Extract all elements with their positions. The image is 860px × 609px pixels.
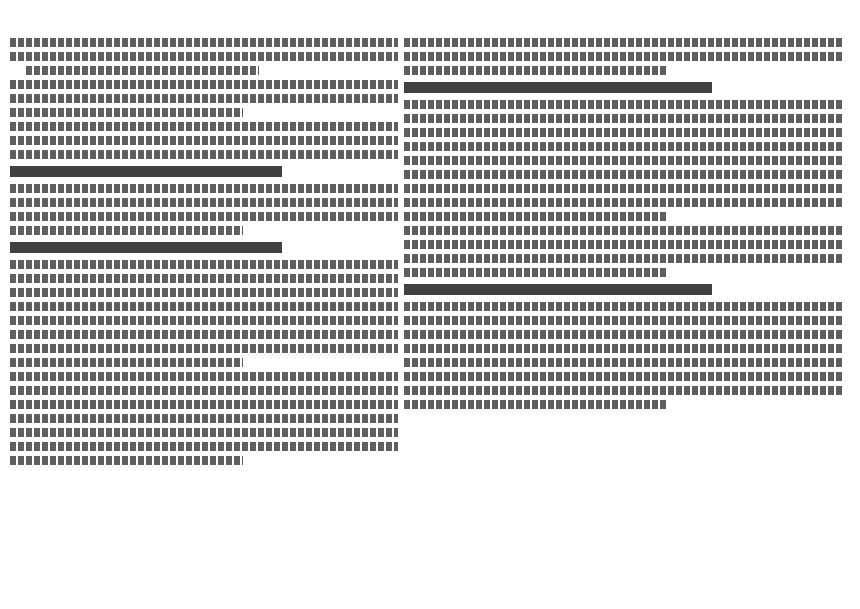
- right-column: [404, 38, 844, 414]
- left-column: [10, 38, 398, 470]
